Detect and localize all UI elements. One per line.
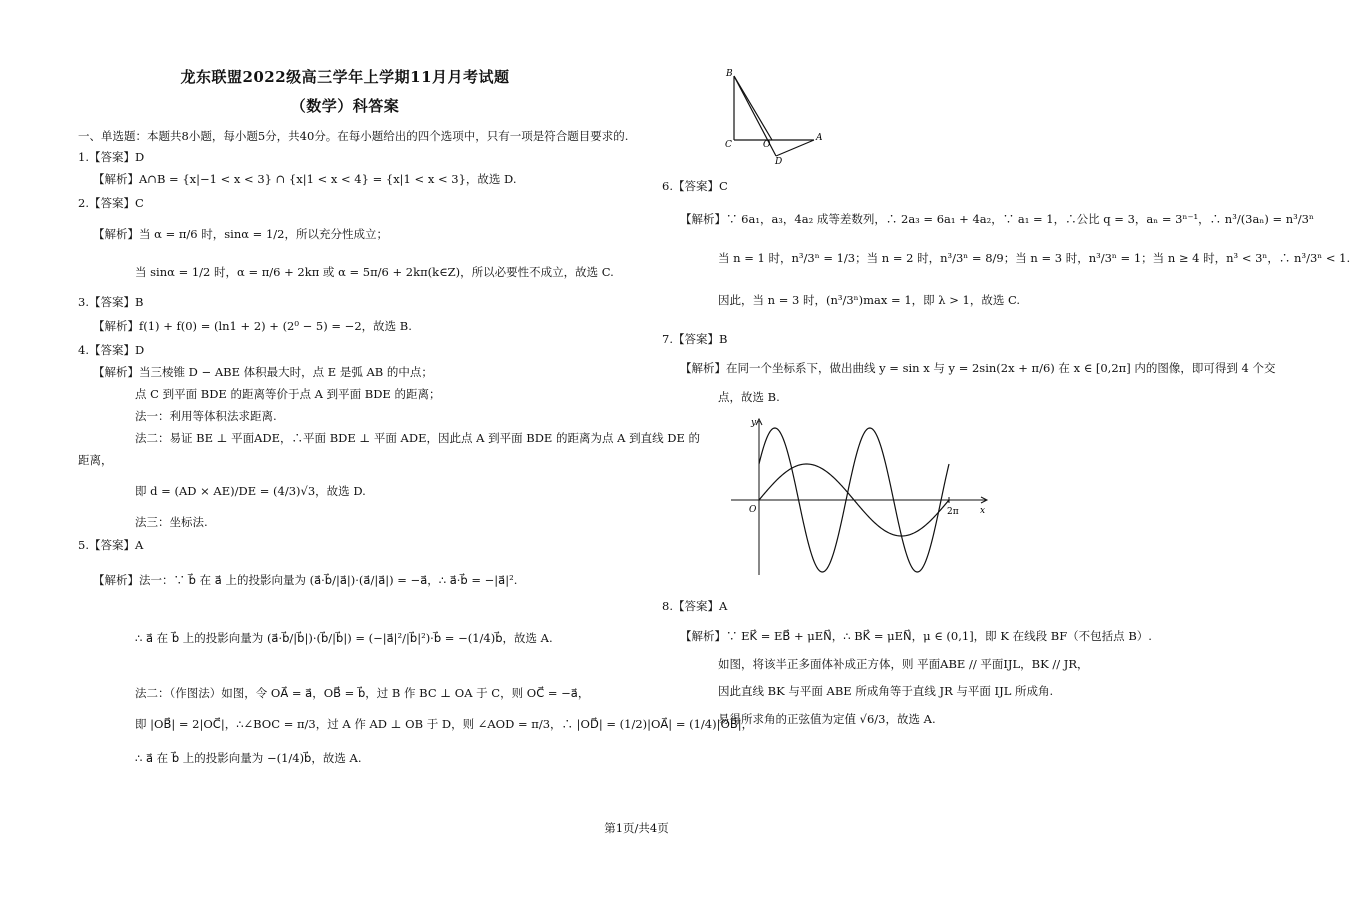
analysis-8d: 易得所求角的正弦值为定值 √6/3，故选 A. bbox=[718, 712, 936, 726]
answer-4: 4.【答案】D bbox=[78, 343, 145, 357]
answer-2: 2.【答案】C bbox=[78, 196, 144, 210]
graph-y-label: y bbox=[751, 418, 757, 428]
page-footer: 第1页/共4页 bbox=[604, 821, 669, 835]
analysis-5a: 【解析】法一：∵ b⃗ 在 a⃗ 上的投影向量为 (a⃗·b⃗/|a⃗|)·(a⃗/|a⃗|) = −a⃗，∴ a⃗·b⃗ = −|a⃗|². bbox=[93, 573, 518, 587]
analysis-4c: 法一：利用等体积法求距离. bbox=[135, 409, 277, 423]
analysis-4f: 即 d = (AD × AE)/DE = (4/3)√3，故选 D. bbox=[135, 484, 366, 498]
label-a: A bbox=[816, 133, 823, 143]
answer-1: 1.【答案】D bbox=[78, 150, 145, 164]
analysis-6a: 【解析】∵ 6a₁，a₃，4a₂ 成等差数列，∴ 2a₃ = 6a₁ + 4a₂，∵ a₁ = 1，∴公比 q = 3，aₙ = 3ⁿ⁻¹，∴ n³/(3aₙ) = n³/3ⁿ bbox=[680, 212, 1314, 226]
answer-8: 8.【答案】A bbox=[662, 599, 728, 613]
answer-3: 3.【答案】B bbox=[78, 295, 144, 309]
analysis-4d: 法二：易证 BE ⊥ 平面ADE，∴平面 BDE ⊥ 平面 ADE，因此点 A 到平面 BDE 的距离为点 A 到直线 DE 的 bbox=[135, 431, 701, 445]
analysis-8c: 因此直线 BK 与平面 ABE 所成角等于直线 JR 与平面 IJL 所成角. bbox=[718, 684, 1054, 698]
analysis-8a: 【解析】∵ EK⃗ = EB⃗ + μEN⃗，∴ BK⃗ = μEN⃗，μ ∈ (0,1]，即 K 在线段 BF（不包括点 B）. bbox=[680, 629, 1152, 643]
label-b: B bbox=[726, 69, 733, 79]
answer-7: 7.【答案】B bbox=[662, 332, 728, 346]
analysis-4g: 法三：坐标法. bbox=[135, 515, 208, 529]
analysis-2a: 【解析】当 α = π/6 时，sinα = 1/2，所以充分性成立； bbox=[93, 227, 388, 241]
graph-2pi-label: 2π bbox=[947, 507, 959, 517]
label-d: D bbox=[775, 157, 783, 167]
analysis-4b: 点 C 到平面 BDE 的距离等价于点 A 到平面 BDE 的距离； bbox=[135, 387, 441, 401]
answer-6: 6.【答案】C bbox=[662, 179, 728, 193]
label-c: C bbox=[725, 140, 732, 150]
analysis-4a: 【解析】当三棱锥 D − ABE 体积最大时，点 E 是弧 AB 的中点； bbox=[93, 365, 433, 379]
page-title: 龙东联盟2022级高三学年上学期11月月考试题 bbox=[180, 68, 510, 86]
analysis-6c: 因此，当 n = 3 时，(n³/3ⁿ)max = 1，即 λ > 1，故选 C. bbox=[718, 293, 1021, 307]
vector-figure bbox=[718, 64, 828, 168]
graph-origin-label: O bbox=[749, 505, 757, 515]
analysis-5c: 法二：（作图法）如图，令 OA⃗ = a⃗，OB⃗ = b⃗，过 B 作 BC ⊥ OA 于 C，则 OC⃗ = −a⃗， bbox=[135, 686, 590, 700]
analysis-5d: 即 |OB⃗| = 2|OC⃗|，∴∠BOC = π/3，过 A 作 AD ⊥ OB 于 D，则 ∠AOD = π/3，∴ |OD⃗| = (1/2)|OA⃗| = (1/4)|OB⃗|， bbox=[135, 717, 754, 731]
analysis-7b: 点，故选 B. bbox=[718, 390, 780, 404]
section-heading: 一、单选题：本题共8小题，每小题5分，共40分。在每小题给出的四个选项中，只有一项是符合题目要求的. bbox=[78, 129, 629, 143]
analysis-3: 【解析】f(1) + f(0) = (ln1 + 2) + (2⁰ − 5) = −2，故选 B. bbox=[93, 319, 412, 333]
page-subtitle: （数学）科答案 bbox=[290, 97, 400, 115]
analysis-1: 【解析】A∩B = {x|−1 < x < 3} ∩ {x|1 < x < 4} = {x|1 < x < 3}，故选 D. bbox=[93, 172, 517, 186]
analysis-7a: 【解析】在同一个坐标系下，做出曲线 y = sin x 与 y = 2sin(2x + π/6) 在 x ∈ [0,2π] 内的图像，即可得到 4 个交 bbox=[680, 361, 1276, 375]
answer-5: 5.【答案】A bbox=[78, 538, 144, 552]
label-o: O bbox=[763, 140, 771, 150]
analysis-4e: 距离， bbox=[78, 453, 113, 467]
sine-graph bbox=[725, 415, 995, 580]
analysis-5e: ∴ a⃗ 在 b⃗ 上的投影向量为 −(1/4)b⃗，故选 A. bbox=[135, 751, 362, 765]
graph-x-label: x bbox=[980, 506, 986, 516]
analysis-8b: 如图，将该半正多面体补成正方体，则 平面ABE // 平面IJL，BK // JR， bbox=[718, 657, 1089, 671]
analysis-5b: ∴ a⃗ 在 b⃗ 上的投影向量为 (a⃗·b⃗/|b⃗|)·(b⃗/|b⃗|) = (−|a⃗|²/|b⃗|²)·b⃗ = −(1/4)b⃗，故选 A. bbox=[135, 631, 553, 645]
analysis-2b: 当 sinα = 1/2 时，α = π/6 + 2kπ 或 α = 5π/6 + 2kπ(k∈Z)，所以必要性不成立，故选 C. bbox=[135, 265, 614, 279]
analysis-6b: 当 n = 1 时，n³/3ⁿ = 1/3；当 n = 2 时，n³/3ⁿ = 8/9；当 n = 3 时，n³/3ⁿ = 1；当 n ≥ 4 时，n³ < 3ⁿ，∴ n³/3ⁿ < 1. bbox=[718, 251, 1350, 265]
